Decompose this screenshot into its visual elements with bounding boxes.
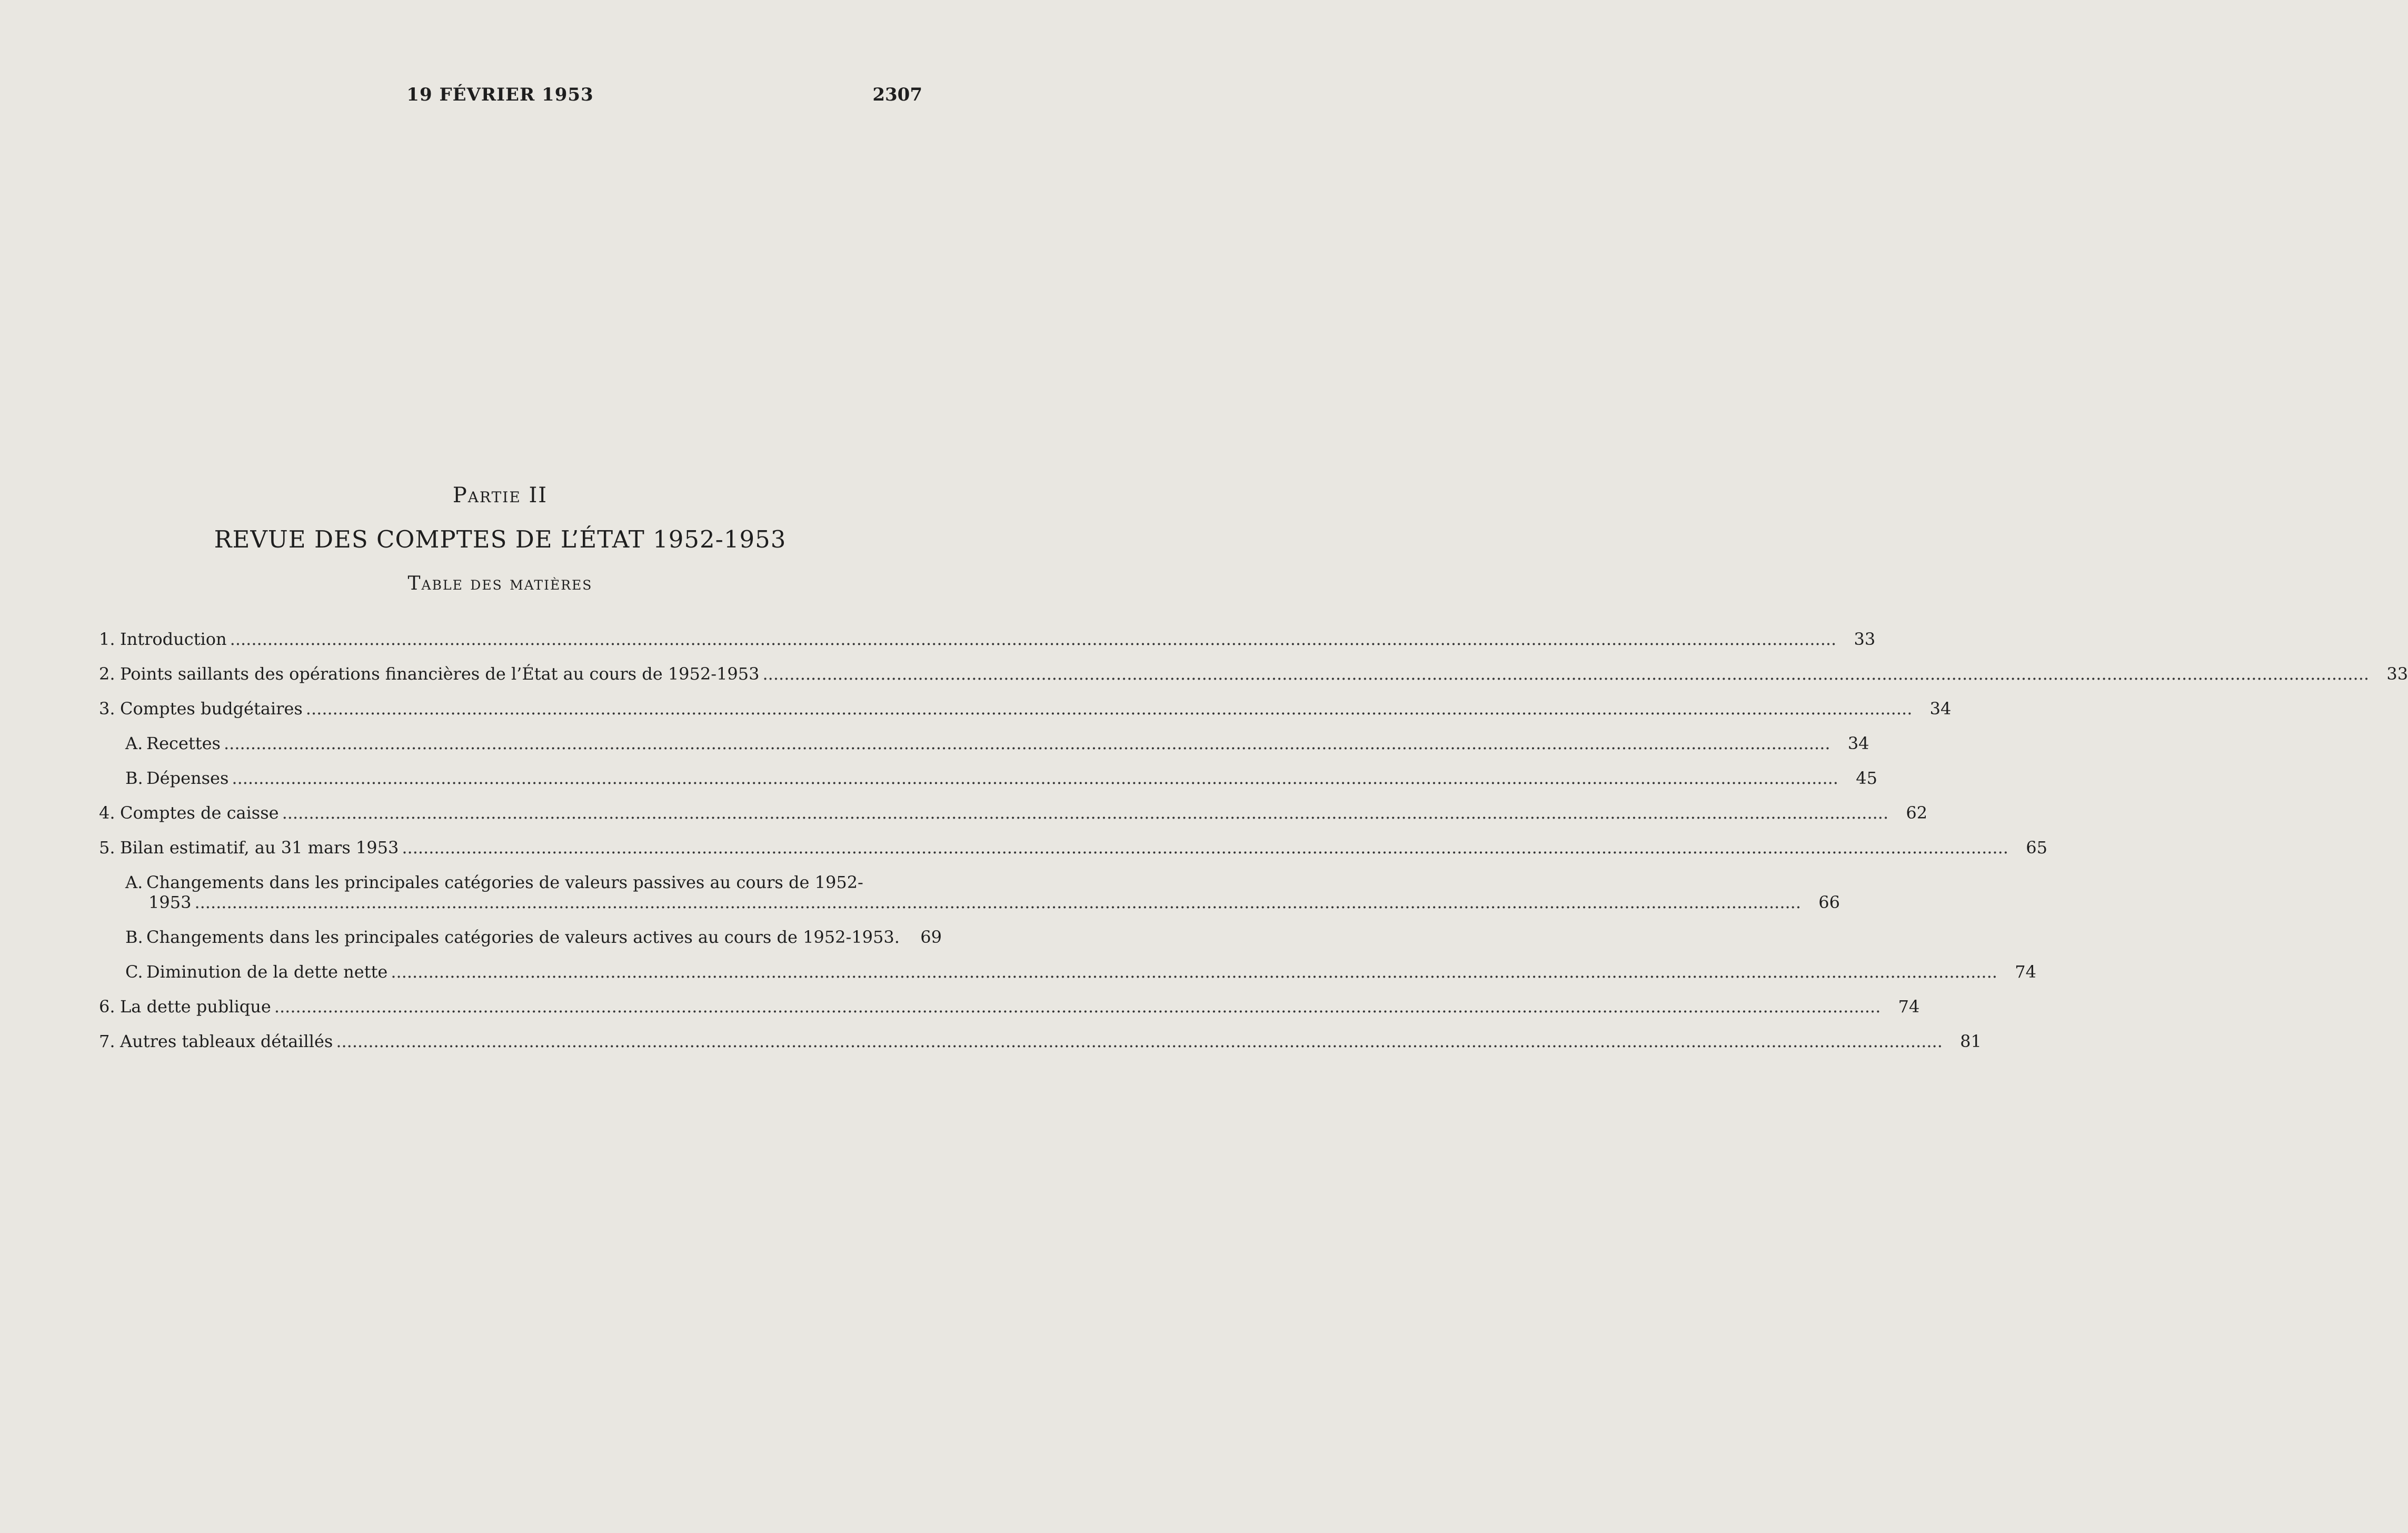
running-header-date: 19 FÉVRIER 1953 [406, 84, 594, 105]
toc-entry-label: Autres tableaux détaillés [120, 1031, 333, 1051]
toc-entry-label-line2: 1953 [148, 892, 192, 912]
toc-entry-number: 1. [99, 629, 115, 649]
toc-entry-number: 3. [99, 699, 115, 719]
toc-entry-label: Points saillants des opérations financières de l’État au cours de 1952-1953 [120, 664, 760, 684]
toc-entry-label: Comptes de caisse [120, 803, 279, 823]
toc-entry-page: 74 [1898, 997, 1920, 1017]
toc-entry-number: B. [125, 768, 143, 788]
toc-entry-autres-tableaux [99, 1031, 1982, 1066]
leader-dots: ............................................................................................................................................................................................................................................................................................................ [223, 733, 1830, 753]
toc-entry-number: 7. [99, 1031, 115, 1051]
toc-entry-points-saillants [99, 664, 2408, 699]
toc-entry-bilan-estimatif [99, 838, 2047, 872]
toc-entry-number: B. [125, 927, 143, 947]
toc-entry-label: Changements dans les principales catégories de valeurs actives au cours de 1952-1953. [146, 927, 900, 947]
toc-entry-number: A. [125, 733, 143, 753]
leader-dots: ............................................................................................................................................................................................................................................................................................................ [336, 1031, 1943, 1051]
toc-entry-page: 74 [2015, 962, 2036, 982]
toc-entry-comptes-budgetaires [99, 699, 1952, 733]
toc-entry-label: Comptes budgétaires [120, 699, 303, 719]
toc-entry-page: 33 [1854, 629, 1876, 649]
toc-entry-number: 5. [99, 838, 115, 858]
page-number: 2307 [872, 84, 922, 105]
leader-dots: ............................................................................................................................................................................................................................................................................................................ [305, 699, 1913, 719]
toc-entry-page: 45 [1856, 768, 1877, 788]
toc-entry-label: Dépenses [146, 768, 229, 788]
toc-entry-valeurs-passives [99, 872, 1840, 927]
toc-entry-page: 34 [1929, 699, 1952, 719]
toc-entry-number: A. [125, 872, 143, 892]
leader-dots: ............................................................................................................................................................................................................................................................................................................ [402, 838, 2008, 858]
toc-entry-label: Recettes [146, 733, 221, 753]
toc-entry-page: 65 [2026, 838, 2047, 858]
toc-entry-page: 81 [1960, 1031, 1982, 1051]
toc-entry-number: C. [125, 962, 143, 982]
toc-entry-page: 69 [920, 927, 942, 947]
leader-dots: ............................................................................................................................................................................................................................................................................................................ [282, 803, 1889, 823]
leader-dots: ............................................................................................................................................................................................................................................................................................................ [274, 997, 1881, 1017]
toc-entry-number: 2. [99, 664, 115, 684]
toc-entry-diminution-dette [99, 962, 2036, 997]
toc-entry-comptes-de-caisse [99, 803, 1928, 838]
toc-entry-number: 6. [99, 997, 115, 1017]
toc-entry-depenses [99, 768, 1877, 803]
toc-entry-label-line1: Changements dans les principales catégories de valeurs passives au cours de 1952- [146, 872, 863, 892]
toc-entry-page: 33 [2386, 664, 2408, 684]
toc-entry-label: Bilan estimatif, au 31 mars 1953 [120, 838, 399, 858]
leader-dots: ............................................................................................................................................................................................................................................................................................................ [762, 664, 2370, 684]
toc-entry-valeurs-actives [99, 927, 942, 962]
toc-entry-introduction [99, 629, 1876, 664]
toc-entry-dette-publique [99, 997, 1920, 1031]
toc-entry-label: La dette publique [120, 997, 271, 1017]
toc-entry-page: 62 [1906, 803, 1928, 823]
toc-entry-label: Diminution de la dette nette [146, 962, 388, 982]
part-title: Partie II [452, 483, 548, 507]
document-title: REVUE DES COMPTES DE L’ÉTAT 1952-1953 [214, 525, 787, 553]
toc-entry-label: Introduction [120, 629, 227, 649]
toc-entry-page: 66 [1818, 892, 1840, 912]
toc-entry-page: 34 [1847, 733, 1869, 753]
toc-entry-number: 4. [99, 803, 115, 823]
leader-dots: ............................................................................................................................................................................................................................................................................................................ [230, 629, 1837, 649]
leader-dots: ............................................................................................................................................................................................................................................................................................................ [391, 962, 1997, 982]
toc-heading: Table des matières [407, 573, 593, 594]
leader-dots: ............................................................................................................................................................................................................................................................................................................ [232, 768, 1838, 788]
toc-entry-recettes [99, 733, 1869, 768]
table-of-contents [99, 629, 2408, 1066]
leader-dots: ............................................................................................................................................................................................................................................................................................................ [194, 892, 1801, 912]
